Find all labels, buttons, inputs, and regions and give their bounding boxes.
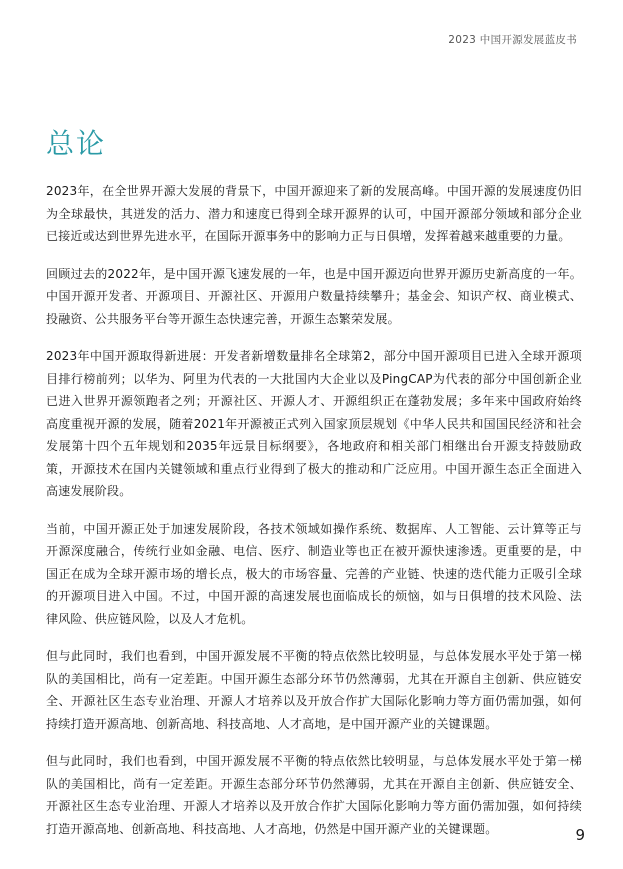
paragraph: 当前，中国开源正处于加速发展阶段，各技术领域如操作系统、数据库、人工智能、云计算等正与开源深度融合，传统行业如金融、电信、医疗、制造业等也正在被开源快速渗透。更重要的是，中国正在成为全球开源市场的增长点，极大的市场容量、完善的产业链、快速的迭代能力正吸引全球的开源项目进入中国。不过，中国开源的高速发展也面临成长的烦恼，如与日俱增的技术风险、法律风险、供应链风险，以及人才危机。 <box>46 521 582 626</box>
paragraph: 但与此同时，我们也看到，中国开源发展不平衡的特点依然比较明显，与总体发展水平处于第一梯队的美国相比，尚有一定差距。中国开源生态部分环节仍然薄弱，尤其在开源自主创新、供应链安全、开源社区生态专业治理、开源人才培养以及开放合作扩大国际化影响力等方面仍需加强，如何持续打造开源高地、创新高地、科技高地、人才高地，是中国开源产业的关键课题。 <box>46 649 582 731</box>
section-title: 总论 <box>46 127 107 160</box>
header-title: 2023 中国开源发展蓝皮书 <box>448 34 577 46</box>
paragraph: 但与此同时，我们也看到，中国开源发展不平衡的特点依然比较明显，与总体发展水平处于第一梯队的美国相比，尚有一定差距。开源生态部分环节仍然薄弱，尤其在开源自主创新、供应链安全、开源社区生态专业治理、开源人才培养以及开放合作扩大国际化影响力等方面仍需加强，如何持续打造开源高地、创新高地、科技高地、人才高地，仍然是中国开源产业的关键课题。 <box>46 754 582 836</box>
paragraph: 回顾过去的2022年，是中国开源飞速发展的一年，也是中国开源迈向世界开源历史新高度的一年。中国开源开发者、开源项目、开源社区、开源用户数量持续攀升；基金会、知识产权、商业模式、投融资、公共服务平台等开源生态快速完善，开源生态繁荣发展。 <box>46 266 582 326</box>
paragraph: 2023年，在全世界开源大发展的背景下，中国开源迎来了新的发展高峰。中国开源的发展速度仍旧为全球最快，其迸发的活力、潜力和速度已得到全球开源界的认可，中国开源部分领域和部分企业已接近或达到世界先进水平，在国际开源事务中的影响力正与日俱增，发挥着越来越重要的力量。 <box>46 184 582 243</box>
paragraph: 2023年中国开源取得新进展：开发者新增数量排名全球第2，部分中国开源项目已进入全球开源项目排行榜前列；以华为、阿里为代表的一大批国内大企业以及PingCAP为代表的部分中国创新企业已进入世界开源领跑者之列；开源社区、开源人才、开源组织正在蓬勃发展；多年来中国政府始终高度重视开源的发展，随着2021年开源被正式列入国家顶层规划《中华人民共和国国民经济和社会发展第十四个五年规划和2035年远景目标纲要》，各地政府和相关部门相继出台开源支持鼓励政策，开源技术在国内关键领域和重点行业得到了极大的推动和广泛应用。中国开源生态正全面进入高速发展阶段。 <box>46 349 582 498</box>
page-number: 9 <box>575 826 585 844</box>
body-text <box>46 180 582 855</box>
